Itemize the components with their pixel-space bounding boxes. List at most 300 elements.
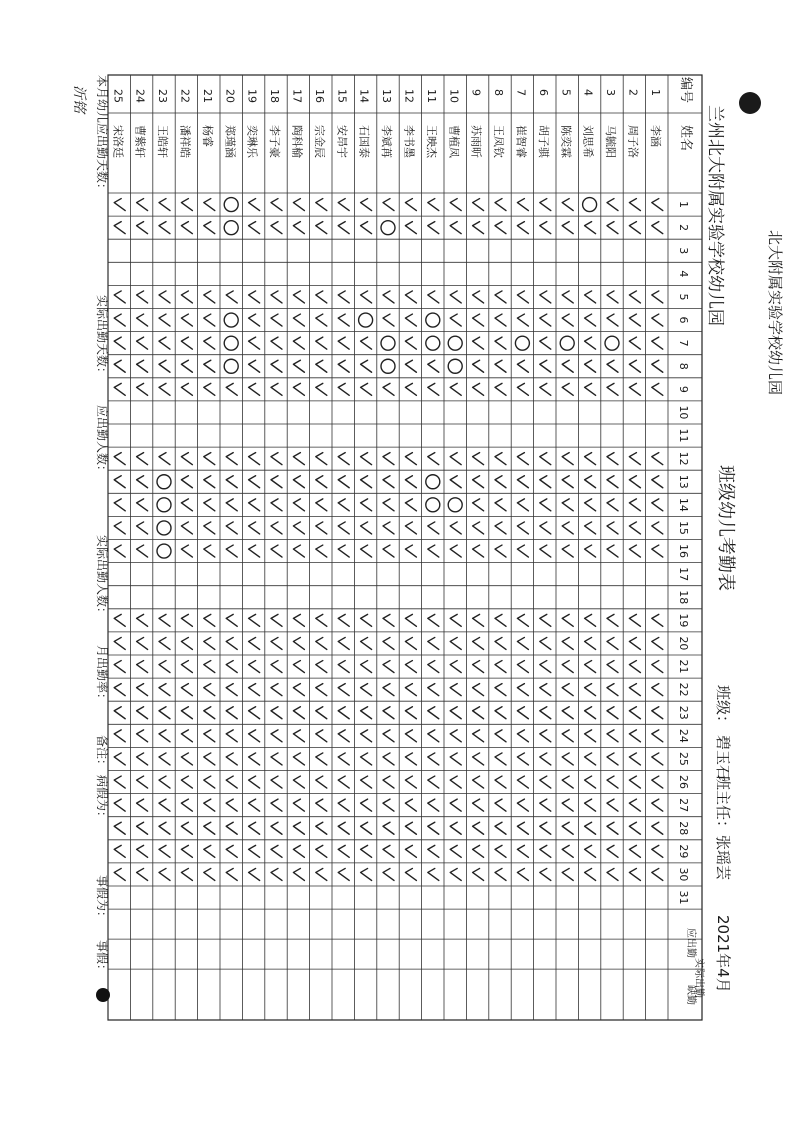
header-expected: 应出勤 xyxy=(685,928,696,958)
table-row xyxy=(313,89,327,880)
check-mark xyxy=(607,199,618,211)
check-mark xyxy=(293,337,304,349)
student-number: 5 xyxy=(559,89,573,96)
check-mark xyxy=(540,776,551,788)
check-mark xyxy=(585,499,596,511)
check-mark xyxy=(405,637,416,649)
day-header: 19 xyxy=(677,613,690,628)
absence-circle-mark xyxy=(583,198,597,212)
check-mark xyxy=(473,868,484,880)
check-mark xyxy=(271,822,282,834)
check-mark xyxy=(114,522,125,534)
check-mark xyxy=(517,753,528,765)
day-header: 16 xyxy=(677,544,690,559)
check-mark xyxy=(338,684,349,696)
day-header: 17 xyxy=(677,567,690,582)
check-mark xyxy=(271,199,282,211)
check-mark xyxy=(316,499,327,511)
check-mark xyxy=(137,222,148,234)
day-headers xyxy=(677,201,690,905)
check-mark xyxy=(338,637,349,649)
absence-circle-mark xyxy=(426,498,440,512)
check-mark xyxy=(137,476,148,488)
student-number: 22 xyxy=(178,89,192,103)
check-mark xyxy=(473,522,484,534)
check-mark xyxy=(271,868,282,880)
check-mark xyxy=(405,383,416,395)
check-mark xyxy=(652,637,663,649)
check-mark xyxy=(405,545,416,557)
check-mark xyxy=(495,314,506,326)
check-mark xyxy=(585,707,596,719)
check-mark xyxy=(629,868,640,880)
check-mark xyxy=(181,383,192,395)
check-mark xyxy=(517,822,528,834)
check-mark xyxy=(428,822,439,834)
check-mark xyxy=(181,799,192,811)
check-mark xyxy=(361,661,372,673)
check-mark xyxy=(114,753,125,765)
check-mark xyxy=(181,661,192,673)
check-mark xyxy=(607,314,618,326)
check-mark xyxy=(495,753,506,765)
check-mark xyxy=(473,730,484,742)
check-mark xyxy=(652,314,663,326)
footer-month-expected: 本月幼儿应出勤天数： xyxy=(95,75,109,196)
check-mark xyxy=(540,614,551,626)
check-mark xyxy=(652,822,663,834)
check-mark xyxy=(226,707,237,719)
check-mark xyxy=(562,222,573,234)
check-mark xyxy=(607,730,618,742)
check-mark xyxy=(473,453,484,465)
check-mark xyxy=(204,453,215,465)
check-mark xyxy=(226,868,237,880)
check-mark xyxy=(495,337,506,349)
absence-circle-mark xyxy=(381,336,395,350)
class-label: 班级： xyxy=(714,685,732,731)
check-mark xyxy=(585,360,596,372)
check-mark xyxy=(316,545,327,557)
check-mark xyxy=(204,476,215,488)
check-mark xyxy=(316,522,327,534)
check-mark xyxy=(629,383,640,395)
day-header: 2 xyxy=(677,224,690,232)
check-mark xyxy=(585,822,596,834)
student-number: 20 xyxy=(223,89,237,103)
form-title: 班级幼儿考勤表 xyxy=(715,465,736,591)
header-logo-text: 北大附属实验学校幼儿园 xyxy=(766,230,784,396)
footer-remarks: 备注： xyxy=(95,735,109,772)
day-header: 12 xyxy=(677,451,690,466)
check-mark xyxy=(629,222,640,234)
check-mark xyxy=(473,499,484,511)
table-row xyxy=(290,89,304,880)
check-mark xyxy=(181,453,192,465)
check-mark xyxy=(585,868,596,880)
check-mark xyxy=(473,222,484,234)
check-mark xyxy=(495,453,506,465)
check-mark xyxy=(316,684,327,696)
check-mark xyxy=(338,291,349,303)
check-mark xyxy=(562,822,573,834)
check-mark xyxy=(652,360,663,372)
student-name: 李涵 xyxy=(648,125,662,147)
student-name: 潘祥皓 xyxy=(178,125,192,158)
check-mark xyxy=(517,730,528,742)
check-mark xyxy=(249,707,260,719)
check-mark xyxy=(383,776,394,788)
check-mark xyxy=(629,522,640,534)
footer-personal-leave-2: 事假： xyxy=(95,940,109,977)
table-row xyxy=(470,89,484,880)
check-mark xyxy=(405,730,416,742)
check-mark xyxy=(249,383,260,395)
day-header: 10 xyxy=(677,405,690,420)
footer-monthly-rate: 月出勤率： xyxy=(95,645,109,706)
check-mark xyxy=(137,453,148,465)
table-row xyxy=(582,89,597,880)
check-mark xyxy=(137,314,148,326)
check-mark xyxy=(585,799,596,811)
check-mark xyxy=(271,637,282,649)
check-mark xyxy=(181,637,192,649)
check-mark xyxy=(338,753,349,765)
student-name: 宋洛廷 xyxy=(111,125,125,158)
day-header: 6 xyxy=(677,316,690,324)
table-row xyxy=(223,89,238,880)
check-mark xyxy=(114,868,125,880)
check-mark xyxy=(316,799,327,811)
student-name: 王映杰 xyxy=(424,125,438,158)
check-mark xyxy=(293,499,304,511)
check-mark xyxy=(159,360,170,372)
check-mark xyxy=(473,707,484,719)
student-name: 奕琳乐 xyxy=(245,125,259,158)
check-mark xyxy=(495,614,506,626)
check-mark xyxy=(249,499,260,511)
check-mark xyxy=(159,684,170,696)
check-mark xyxy=(316,453,327,465)
check-mark xyxy=(540,383,551,395)
check-mark xyxy=(338,522,349,534)
absence-circle-mark xyxy=(448,336,462,350)
check-mark xyxy=(383,199,394,211)
check-mark xyxy=(652,753,663,765)
check-mark xyxy=(629,637,640,649)
check-mark xyxy=(383,684,394,696)
student-name: 李斌苒 xyxy=(380,125,394,158)
check-mark xyxy=(249,291,260,303)
check-mark xyxy=(405,822,416,834)
check-mark xyxy=(249,314,260,326)
check-mark xyxy=(361,822,372,834)
check-mark xyxy=(607,684,618,696)
student-name: 郑瑾涵 xyxy=(223,125,237,158)
check-mark xyxy=(338,360,349,372)
check-mark xyxy=(316,845,327,857)
header-absent: 缺勤 xyxy=(685,985,696,1005)
check-mark xyxy=(517,868,528,880)
day-header: 21 xyxy=(677,659,690,674)
check-mark xyxy=(159,383,170,395)
check-mark xyxy=(562,637,573,649)
student-name: 安昂宇 xyxy=(335,125,349,158)
check-mark xyxy=(540,453,551,465)
check-mark xyxy=(428,360,439,372)
check-mark xyxy=(495,730,506,742)
day-header: 9 xyxy=(677,385,690,393)
check-mark xyxy=(473,845,484,857)
check-mark xyxy=(137,522,148,534)
check-mark xyxy=(137,730,148,742)
check-mark xyxy=(226,453,237,465)
check-mark xyxy=(181,614,192,626)
day-header: 28 xyxy=(677,821,690,836)
check-mark xyxy=(652,614,663,626)
check-mark xyxy=(271,661,282,673)
check-mark xyxy=(450,222,461,234)
check-mark xyxy=(316,199,327,211)
check-mark xyxy=(562,522,573,534)
check-mark xyxy=(338,799,349,811)
check-mark xyxy=(607,661,618,673)
student-name: 刘思希 xyxy=(581,125,595,158)
check-mark xyxy=(316,707,327,719)
check-mark xyxy=(562,614,573,626)
check-mark xyxy=(114,822,125,834)
check-mark xyxy=(652,776,663,788)
check-mark xyxy=(473,637,484,649)
check-mark xyxy=(450,522,461,534)
check-mark xyxy=(338,453,349,465)
check-mark xyxy=(473,684,484,696)
check-mark xyxy=(450,684,461,696)
check-mark xyxy=(249,822,260,834)
check-mark xyxy=(204,545,215,557)
check-mark xyxy=(181,753,192,765)
check-mark xyxy=(361,614,372,626)
check-mark xyxy=(495,199,506,211)
check-mark xyxy=(137,684,148,696)
check-mark xyxy=(450,661,461,673)
check-mark xyxy=(271,476,282,488)
check-mark xyxy=(517,614,528,626)
check-mark xyxy=(293,476,304,488)
check-mark xyxy=(114,199,125,211)
absence-circle-mark xyxy=(515,336,529,350)
check-mark xyxy=(405,291,416,303)
check-mark xyxy=(159,661,170,673)
check-mark xyxy=(271,222,282,234)
footer-personal-leave: 事假为： xyxy=(95,875,109,924)
check-mark xyxy=(181,545,192,557)
absence-circle-mark xyxy=(381,221,395,235)
footer-sick-leave: 病假为： xyxy=(95,775,109,824)
table-row xyxy=(156,89,171,880)
check-mark xyxy=(450,383,461,395)
check-mark xyxy=(428,199,439,211)
check-mark xyxy=(137,753,148,765)
table-row xyxy=(604,89,619,880)
check-mark xyxy=(383,545,394,557)
check-mark xyxy=(249,476,260,488)
check-mark xyxy=(562,661,573,673)
check-mark xyxy=(293,730,304,742)
check-mark xyxy=(652,337,663,349)
check-mark xyxy=(629,499,640,511)
student-number: 9 xyxy=(469,89,483,96)
check-mark xyxy=(249,845,260,857)
check-mark xyxy=(652,222,663,234)
student-number: 6 xyxy=(536,89,550,96)
check-mark xyxy=(293,661,304,673)
check-mark xyxy=(361,360,372,372)
check-mark xyxy=(562,707,573,719)
day-header: 11 xyxy=(677,428,690,443)
check-mark xyxy=(204,845,215,857)
check-mark xyxy=(316,776,327,788)
check-mark xyxy=(249,522,260,534)
check-mark xyxy=(405,337,416,349)
day-header: 14 xyxy=(677,497,690,512)
table-row xyxy=(514,89,529,880)
check-mark xyxy=(249,453,260,465)
check-mark xyxy=(517,799,528,811)
check-mark xyxy=(540,799,551,811)
check-mark xyxy=(652,499,663,511)
check-mark xyxy=(226,845,237,857)
check-mark xyxy=(338,868,349,880)
check-mark xyxy=(607,360,618,372)
check-mark xyxy=(428,522,439,534)
check-mark xyxy=(450,822,461,834)
check-mark xyxy=(271,845,282,857)
check-mark xyxy=(226,776,237,788)
check-mark xyxy=(361,845,372,857)
check-mark xyxy=(495,383,506,395)
check-mark xyxy=(540,637,551,649)
check-mark xyxy=(450,637,461,649)
check-mark xyxy=(249,684,260,696)
check-mark xyxy=(517,637,528,649)
check-mark xyxy=(517,707,528,719)
check-mark xyxy=(562,453,573,465)
check-mark xyxy=(181,222,192,234)
check-mark xyxy=(226,684,237,696)
check-mark xyxy=(607,522,618,534)
check-mark xyxy=(159,730,170,742)
check-mark xyxy=(293,545,304,557)
check-mark xyxy=(271,684,282,696)
student-name: 杨睿 xyxy=(200,125,214,147)
check-mark xyxy=(450,314,461,326)
check-mark xyxy=(428,383,439,395)
check-mark xyxy=(607,291,618,303)
check-mark xyxy=(159,453,170,465)
check-mark xyxy=(652,453,663,465)
check-mark xyxy=(473,545,484,557)
check-mark xyxy=(361,730,372,742)
check-mark xyxy=(540,684,551,696)
check-mark xyxy=(249,222,260,234)
day-header: 20 xyxy=(677,636,690,651)
table-row xyxy=(358,89,373,880)
check-mark xyxy=(204,730,215,742)
check-mark xyxy=(562,360,573,372)
check-mark xyxy=(652,845,663,857)
check-mark xyxy=(540,499,551,511)
check-mark xyxy=(383,707,394,719)
check-mark xyxy=(629,776,640,788)
check-mark xyxy=(159,776,170,788)
check-mark xyxy=(361,522,372,534)
check-mark xyxy=(159,614,170,626)
check-mark xyxy=(473,383,484,395)
check-mark xyxy=(137,199,148,211)
check-mark xyxy=(405,661,416,673)
check-mark xyxy=(338,661,349,673)
check-mark xyxy=(361,545,372,557)
check-mark xyxy=(428,707,439,719)
check-mark xyxy=(361,799,372,811)
check-mark xyxy=(495,707,506,719)
student-number: 11 xyxy=(424,89,438,103)
student-number: 7 xyxy=(514,89,528,96)
check-mark xyxy=(383,476,394,488)
check-mark xyxy=(204,222,215,234)
day-header: 26 xyxy=(677,775,690,790)
table-row xyxy=(425,89,440,880)
check-mark xyxy=(495,637,506,649)
check-mark xyxy=(562,753,573,765)
check-mark xyxy=(383,453,394,465)
check-mark xyxy=(204,684,215,696)
check-mark xyxy=(226,753,237,765)
check-mark xyxy=(473,337,484,349)
check-mark xyxy=(405,222,416,234)
check-mark xyxy=(428,845,439,857)
day-header: 23 xyxy=(677,705,690,720)
check-mark xyxy=(316,637,327,649)
check-mark xyxy=(629,753,640,765)
student-number: 1 xyxy=(648,89,662,96)
absence-circle-mark xyxy=(605,336,619,350)
check-mark xyxy=(405,199,416,211)
check-mark xyxy=(271,291,282,303)
student-number: 3 xyxy=(604,89,618,96)
check-mark xyxy=(428,453,439,465)
check-mark xyxy=(517,476,528,488)
check-mark xyxy=(204,614,215,626)
check-mark xyxy=(338,730,349,742)
student-number: 19 xyxy=(245,89,259,103)
check-mark xyxy=(405,314,416,326)
check-mark xyxy=(316,614,327,626)
check-mark xyxy=(137,707,148,719)
absence-mark-icon xyxy=(96,988,110,1002)
check-mark xyxy=(495,776,506,788)
check-mark xyxy=(585,753,596,765)
check-mark xyxy=(629,661,640,673)
student-name: 宗金辰 xyxy=(312,125,326,158)
check-mark xyxy=(271,545,282,557)
check-mark xyxy=(338,545,349,557)
student-number: 25 xyxy=(111,89,125,103)
check-mark xyxy=(473,753,484,765)
check-mark xyxy=(495,291,506,303)
check-mark xyxy=(607,614,618,626)
